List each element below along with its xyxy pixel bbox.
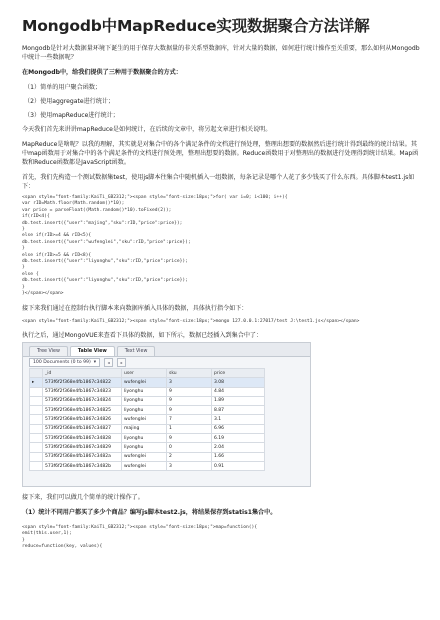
question1-paragraph: （1）统计不同用户都买了多少个商品？编写js脚本test2.js，将结果保存到statis1集合中。 <box>22 508 277 516</box>
row-marker <box>30 396 43 405</box>
lead-paragraph: 在Mongodb中，给我们提供了三种用于数据聚合的方式： <box>22 69 182 76</box>
documents-table <box>29 368 265 471</box>
article-title: Mongodb中MapReduce实现数据聚合方法详解 <box>22 17 370 35</box>
code-line: db.test.insert({"user":"majing","sku":rID,"price":price}); <box>22 220 183 226</box>
cell-id: 573f6f2f368e4fb1867c34828 <box>43 433 122 442</box>
cell-price: 0.91 <box>212 461 265 470</box>
below-paragraph: 接下来，我们可以做几个简单的统计操作了。 <box>22 493 144 501</box>
table-row[interactable] <box>30 415 265 424</box>
mongovue-screenshot <box>22 342 311 487</box>
list-item: （1）简单的用户聚合函数； <box>24 84 102 91</box>
cell-id: 573f6f2f368e4fb1867c34824 <box>43 396 122 405</box>
row-marker <box>30 406 43 415</box>
today-paragraph: 今天我们首先来讲讲mapReduce是如何统计，在后续的文章中，将另起文章进行相关说明。 <box>22 126 272 133</box>
chevron-left-icon: ◂ <box>107 359 110 365</box>
code-line: db.test.insert({"user":"liyonghu","sku":rID,"price":price}); <box>22 278 188 284</box>
cell-price: 8.87 <box>212 406 265 415</box>
cell-price: 6.19 <box>212 433 265 442</box>
article <box>22 0 422 551</box>
code-line: } <box>22 246 25 252</box>
list-item: （2）使用aggregate进行统计； <box>24 98 115 105</box>
code-line: } <box>22 227 25 233</box>
view-tabs <box>23 343 310 357</box>
code-line: else { <box>22 271 39 277</box>
chevron-down-icon: ▾ <box>93 359 97 365</box>
code-line: else if(rID>=5 && rID<8){ <box>22 252 92 258</box>
table-row[interactable] <box>30 433 265 442</box>
table-row[interactable] <box>30 461 265 470</box>
cell-price: 3.1 <box>212 415 265 424</box>
cell-user: liyonghu <box>122 396 167 405</box>
cell-id: 573f6f2f368e4fb1867c34827 <box>43 424 122 433</box>
code-line: else if(rID>=4 && rID<5){ <box>22 233 92 239</box>
row-pointer-icon: ▸ <box>30 378 43 387</box>
code-line: <span style="font-family:KaiTi_GB2312;"><span style="font-size:18px;">map=function(){ <box>22 524 258 530</box>
tab-tree-view[interactable]: Tree View <box>29 346 68 356</box>
cell-sku: 7 <box>167 415 212 424</box>
cell-sku: 9 <box>167 396 212 405</box>
cell-id: 573f6f2f368e4fb1867c3482a <box>43 452 122 461</box>
table-row[interactable] <box>30 378 265 387</box>
column-header-price[interactable]: price <box>212 368 265 377</box>
cell-user: liyonghu <box>122 443 167 452</box>
tab-table-view[interactable]: Table View <box>70 346 115 356</box>
mapreduce-paragraph: MapReduce是啥呢？以我的理解，其实就是对集合中的各个满足条件的文档进行预处理，整理出想要的数据然后进行统计得到最终的统计结果。其中map函数用于对集合中的各个满足条件的文档进行预处理，整理出想要的数据。Reduce函数用于对整理出的数据进行处理得到统计结果。Map函数和Reduce函数都是JavaScript函数。 <box>22 141 419 166</box>
cell-sku: 9 <box>167 406 212 415</box>
code-line: } <box>22 537 25 543</box>
code-block-command: <span style="font-family:KaiTi_GB2312;"><span style="font-size:18px;">mongo 127.0.0.1:27017/test J:\test1.js</span></span> <box>22 318 360 324</box>
cell-price: 4.84 <box>212 387 265 396</box>
cell-id: 573f6f2f368e4fb1867c3482b <box>43 461 122 470</box>
code-line: <span style="font-family:KaiTi_GB2312;"><span style="font-size:18px;">for( var i=0; i<100; i++){ <box>22 195 288 200</box>
cell-user: liyonghu <box>122 433 167 442</box>
documents-toolbar <box>23 357 310 368</box>
table-header-row <box>30 368 265 377</box>
row-marker <box>30 443 43 452</box>
documents-count-label: 100 Documents (0 to 99) <box>33 359 91 365</box>
code-line: if(rID<4){ <box>22 214 50 220</box>
cell-id: 573f6f2f368e4fb1867c34822 <box>43 378 122 387</box>
cell-sku: 3 <box>167 461 212 470</box>
cell-id: 573f6f2f368e4fb1867c34829 <box>43 443 122 452</box>
table-row[interactable] <box>30 443 265 452</box>
cell-sku: 9 <box>167 387 212 396</box>
cell-price: 6.96 <box>212 424 265 433</box>
table-row[interactable] <box>30 452 265 461</box>
cell-sku: 0 <box>167 443 212 452</box>
column-header-sku[interactable]: sku <box>167 368 212 377</box>
row-marker <box>30 415 43 424</box>
cell-price: 2.04 <box>212 443 265 452</box>
code-line: var rID=Math.floor(Math.random()*10); <box>22 201 125 207</box>
code-line: db.test.insert({"user":"liyonghu","sku":rID,"price":price}); <box>22 259 188 265</box>
cell-sku: 1 <box>167 424 212 433</box>
cell-price: 3.08 <box>212 378 265 387</box>
code-block-test2 <box>22 525 422 551</box>
row-marker <box>30 433 43 442</box>
after-paragraph: 执行之后，通过MongoVUE来查看下具体的数据，如下所示，数据已经插入到集合中了： <box>22 331 263 339</box>
first-paragraph: 首先，我们先构造一个测试数据集test，使用js脚本往集合中随机插入一组数据，每条记录是哪个人花了多少钱买了什么东西。具体脚本test1.js如下： <box>22 174 415 190</box>
code-line: }</span></span> <box>22 291 64 297</box>
cell-user: wufenglei <box>122 452 167 461</box>
column-header-user[interactable]: user <box>122 368 167 377</box>
documents-count-select[interactable] <box>29 358 100 367</box>
cell-id: 573f6f2f368e4fb1867c34826 <box>43 415 122 424</box>
code-block-test1 <box>22 195 422 298</box>
code-line: db.test.insert({"user":"wufenglei","sku":rID,"price":price}); <box>22 239 191 245</box>
cell-sku: 2 <box>167 452 212 461</box>
row-marker <box>30 387 43 396</box>
code-line: } <box>22 284 25 290</box>
list-item: （3）使用mapReduce进行统计； <box>24 112 119 119</box>
table-row[interactable] <box>30 424 265 433</box>
cell-id: 573f6f2f368e4fb1867c34825 <box>43 406 122 415</box>
cell-user: wufenglei <box>122 415 167 424</box>
next-page-button[interactable] <box>117 358 126 367</box>
row-marker <box>30 452 43 461</box>
intro-paragraph: Mongodb是针对大数据量环境下诞生的用于保存大数据量的非关系型数据库，针对大量的数据，如何进行统计操作至关重要，那么如何从Mongodb中统计一些数据呢？ <box>22 45 420 61</box>
row-marker-header <box>30 368 43 377</box>
code-line: reduce=function(key, values){ <box>22 544 103 550</box>
cell-user: liyonghu <box>122 406 167 415</box>
column-header-id[interactable]: _id <box>43 368 122 377</box>
row-marker <box>30 424 43 433</box>
cell-id: 573f6f2f368e4fb1867c34823 <box>43 387 122 396</box>
cell-price: 1.66 <box>212 452 265 461</box>
table-row[interactable] <box>30 396 265 405</box>
chevron-right-icon: ▸ <box>120 359 123 365</box>
previous-page-button[interactable] <box>104 358 113 367</box>
table-row[interactable] <box>30 406 265 415</box>
table-row[interactable] <box>30 387 265 396</box>
code-line: } <box>22 265 25 271</box>
code-line: emit(this.user,1); <box>22 531 72 537</box>
next-paragraph: 接下来我们通过在控制台执行脚本来向数据库插入具体的数据，具体执行指令如下： <box>22 304 248 312</box>
cell-price: 1.89 <box>212 396 265 405</box>
tab-text-view[interactable]: Text View <box>117 346 156 356</box>
code-line: var price = parseFloat((Math.random()*10).toFixed(2)); <box>22 207 172 213</box>
cell-sku: 3 <box>167 378 212 387</box>
cell-sku: 9 <box>167 433 212 442</box>
cell-user: majing <box>122 424 167 433</box>
row-marker <box>30 461 43 470</box>
cell-user: wufenglei <box>122 378 167 387</box>
cell-user: wufenglei <box>122 461 167 470</box>
cell-user: liyonghu <box>122 387 167 396</box>
